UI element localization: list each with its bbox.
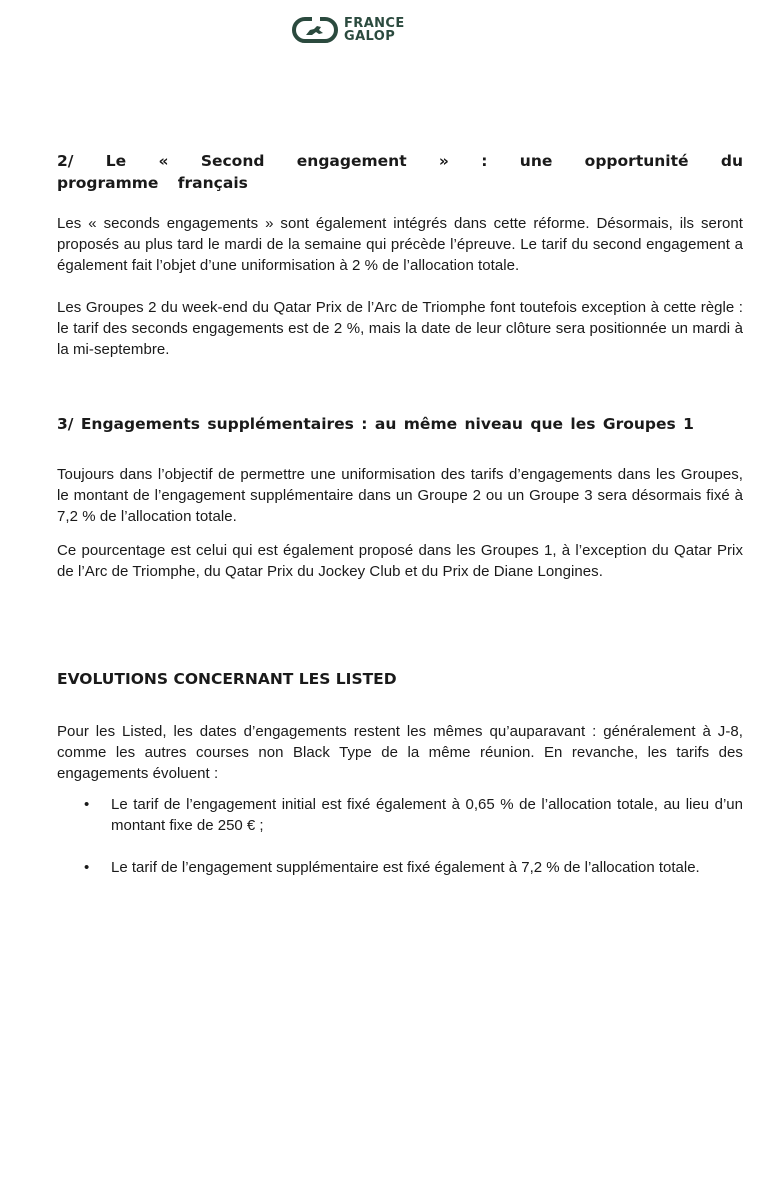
bullet-text: Le tarif de l’engagement supplémentaire est fixé également à 7,2 % de l’allocation totale. xyxy=(111,859,700,876)
list-item xyxy=(57,794,743,836)
brand-line-1: FRANCE xyxy=(344,16,405,31)
section-2-paragraph-2: Les Groupes 2 du week-end du Qatar Prix de l’Arc de Triomphe font toutefois exception à cette règle : le tarif des seconds engagements est de 2 %, mais la date de leur clôture sera positionnée un mardi à la mi-septembre. xyxy=(57,299,743,358)
listed-bullet-list xyxy=(57,794,743,878)
section-2-heading: 2/ Le « Second engagement » : une opportunité du programme français xyxy=(57,152,743,192)
listed-heading: EVOLUTIONS CONCERNANT LES LISTED xyxy=(57,670,397,688)
listed-intro: Pour les Listed, les dates d’engagements restent les mêmes qu’auparavant : généralement à J-8, comme les autres courses non Black Type de la même réunion. En revanche, les tarifs des engagements évoluent : xyxy=(57,723,743,782)
section-3-paragraph-1: Toujours dans l’objectif de permettre une uniformisation des tarifs d’engagements dans les Groupes, le montant de l’engagement supplémentaire dans un Groupe 2 ou un Groupe 3 sera désormais fixé à 7,2 % de l’allocation totale. xyxy=(57,466,743,525)
document-body xyxy=(57,150,743,878)
bullet-icon: • xyxy=(84,796,90,813)
section-2-paragraph-1: Les « seconds engagements » sont également intégrés dans cette réforme. Désormais, ils seront proposés au plus tard le mardi de la semaine qui précède l’épreuve. Le tarif du second engagement a également fait l’objet d’une uniformisation à 2 % de l’allocation totale. xyxy=(57,215,743,274)
section-3-heading: 3/ Engagements supplémentaires : au même niveau que les Groupes 1 xyxy=(57,415,694,433)
list-item xyxy=(57,857,743,878)
brand-name xyxy=(344,17,405,43)
france-galop-logo xyxy=(292,16,405,44)
section-3-paragraph-2: Ce pourcentage est celui qui est également proposé dans les Groupes 1, à l’exception du Qatar Prix de l’Arc de Triomphe, du Qatar Prix du Jockey Club et du Prix de Diane Longines. xyxy=(57,542,743,580)
bullet-text: Le tarif de l’engagement initial est fixé également à 0,65 % de l’allocation totale, au lieu d’un montant fixe de 250 € ; xyxy=(111,796,743,834)
bullet-icon: • xyxy=(84,859,90,876)
brand-line-2: GALOP xyxy=(344,29,396,44)
horse-logo-icon xyxy=(292,16,338,44)
